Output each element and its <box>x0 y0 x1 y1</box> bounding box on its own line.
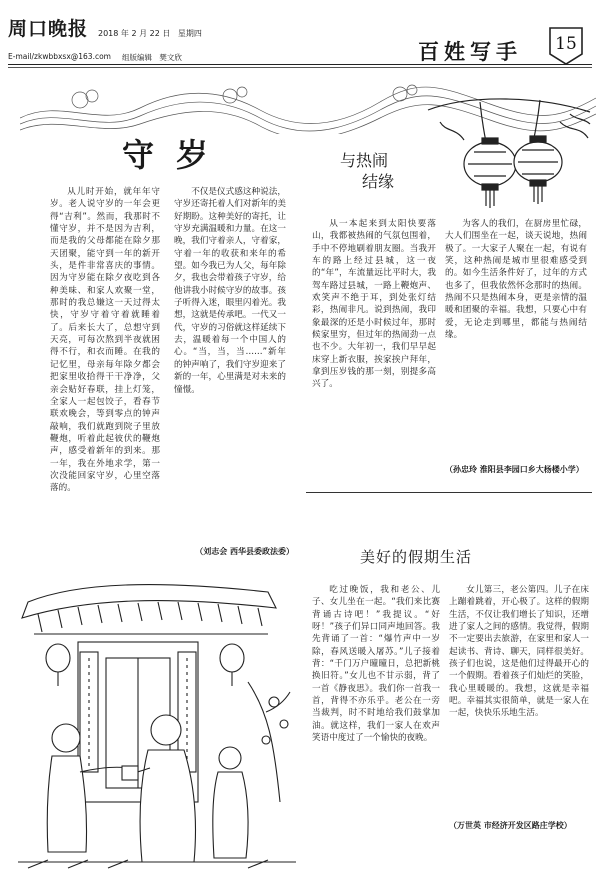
issue-meta <box>98 28 207 39</box>
article2-byline: （孙忠玲 淮阳县李园口乡大杨楼小学） <box>445 465 584 474</box>
issue-date: 2018 年 2 月 22 日 <box>98 29 171 38</box>
issue-weekday: 星期四 <box>177 29 202 38</box>
editor-name: 樊文欣 <box>159 53 182 62</box>
article3-column-1 <box>312 584 440 854</box>
header-rule <box>8 64 592 65</box>
article3-text-1: 吃过晚饭，我和老公、儿子、女儿坐在一起。“我们来比赛背诵古诗吧！”我提议。“好呀！”孩子们异口同声地回答。我先背诵了一首：“爆竹声中一岁除，春风送暖入屠苏。”儿子接着背：“千门万户曈曈日，总把新桃换旧符。”女儿也不甘示弱，背了一首《静夜思》。我们你一首我一首，背得不亦乐乎。老公在一旁当裁判，时不时地给我们鼓掌加油。就这样，我们一家人在欢声笑语中度过了一个愉快的夜晚。 <box>312 585 440 744</box>
lantern-icon <box>420 92 596 210</box>
header-subrule <box>8 67 592 68</box>
article1-column-1 <box>50 186 160 540</box>
article3-column-2 <box>449 584 589 816</box>
editor-credit <box>122 52 187 63</box>
article2-text-2: 为客人的我们，在厨房里忙碌，大人们围坐在一起，谈天说地，热闹极了。一大家子人聚在一起，有说有笑，这种热闹是城市里很难感受到的。如今生活条件好了，过年的方式也多了，但我依然怀念那时的热闹。热闹不只是热闹本身，更是亲情的温暖和团聚的幸福。我想，只要心中有爱，无论走到哪里，都能与热闹结缘。 <box>445 219 587 341</box>
article3-byline: （万世英 市经济开发区路庄学校） <box>449 821 572 830</box>
article3-title: 美好的假期生活 <box>360 548 473 566</box>
section-title: 百姓写手 <box>418 39 522 64</box>
editor-role: 组版编辑 <box>122 53 152 62</box>
page-number-badge <box>548 26 584 66</box>
article2-title-line1: 与热闹 <box>340 151 389 170</box>
article2-text-1: 从一本起来到太阳快要落山，我都被热闹的气氛包围着，手中不停地刷着朋友圈。当我开车的路上经过县城，这一夜的“年”，车流量远比平时大，我驾车路过县城，一路上鞭炮声、欢笑声不绝于耳，到处张灯结彩，热闹非凡。说到热闹，我印象最深的还是小时候过年，那时候家里穷，但过年的热闹劲一点也不少。大年初一，我们早早起床穿上新衣服，挨家挨户拜年，拿到压岁钱的那一刻，别提多高兴了。 <box>312 219 436 390</box>
article1-text-2: 不仅是仪式感这种说法，守岁还寄托着人们对新年的美好期盼。这种美好的寄托，让守岁充满温暖和力量。在这一晚，我们守着亲人，守着家，守着一年的收获和来年的希望。如今我已为人父，每年除夕，我也会带着孩子守岁，给他讲我小时候守岁的故事。孩子听得入迷，眼里闪着光。我想，这就是传承吧。一代又一代，守岁的习俗就这样延续下去，温暖着每一个中国人的心。“当，当，当……”新年的钟声响了，我们守岁迎来了新的一年，心里满是对未来的憧憬。 <box>174 187 286 395</box>
masthead: 周口晚报 <box>8 18 89 40</box>
article3-text-2: 女儿第三，老公第四。儿子在床上蹦着跳着，开心极了。这样的假期生活，不仅让我们增长了知识，还增进了家人之间的感情。我觉得，假期不一定要出去旅游，在家里和家人一起读书、背诗、聊天，同样很美好。孩子们也说，这是他们过得最开心的一个假期。看着孩子们灿烂的笑脸，我心里暖暖的。我想，这就是幸福吧。幸福其实很简单，就是一家人在一起，快快乐乐地生活。 <box>449 585 589 719</box>
article2-title-line2: 结缘 <box>362 172 395 191</box>
article2-column-1 <box>312 218 436 462</box>
page-number: 15 <box>555 34 577 54</box>
article2-column-2 <box>445 218 587 462</box>
article1-title: 守岁 <box>122 136 231 174</box>
article1-byline: （刘志会 西华县委政法委） <box>195 547 294 556</box>
article1-column-2 <box>174 186 286 540</box>
contact-email: E-mail/zkwbbxsx@163.com <box>8 52 111 61</box>
article2-title <box>340 150 410 192</box>
new-year-visit-illustration-icon <box>18 562 296 872</box>
article1-text-1: 从儿时开始，就年年守岁。老人说守岁的一年会更得“吉利”。然而，我那时不懂守岁，并不是因为吉利，而是我的父母都能在除夕那天团聚，能守到一年的新开头，是件非常喜庆的事情。因为守岁能在除夕夜吃到各种美味、和家人欢聚一堂，那时的我总嫌这一天过得太快，守岁守着守着就睡着了。后来长大了，总想守到天亮，可每次熬到半夜就困得不行，和衣而睡。在我的记忆里，母亲每年除夕都会把家里收拾得干干净净，父亲会贴好春联，挂上灯笼，全家人一起包饺子，看春节联欢晚会，等到零点的钟声敲响，我们就跑到院子里放鞭炮，听着此起彼伏的鞭炮声，感受着新年的到来。那一年，我在外地求学，第一次没能回家守岁，心里空落落的。 <box>50 187 160 494</box>
article-divider <box>306 492 592 493</box>
